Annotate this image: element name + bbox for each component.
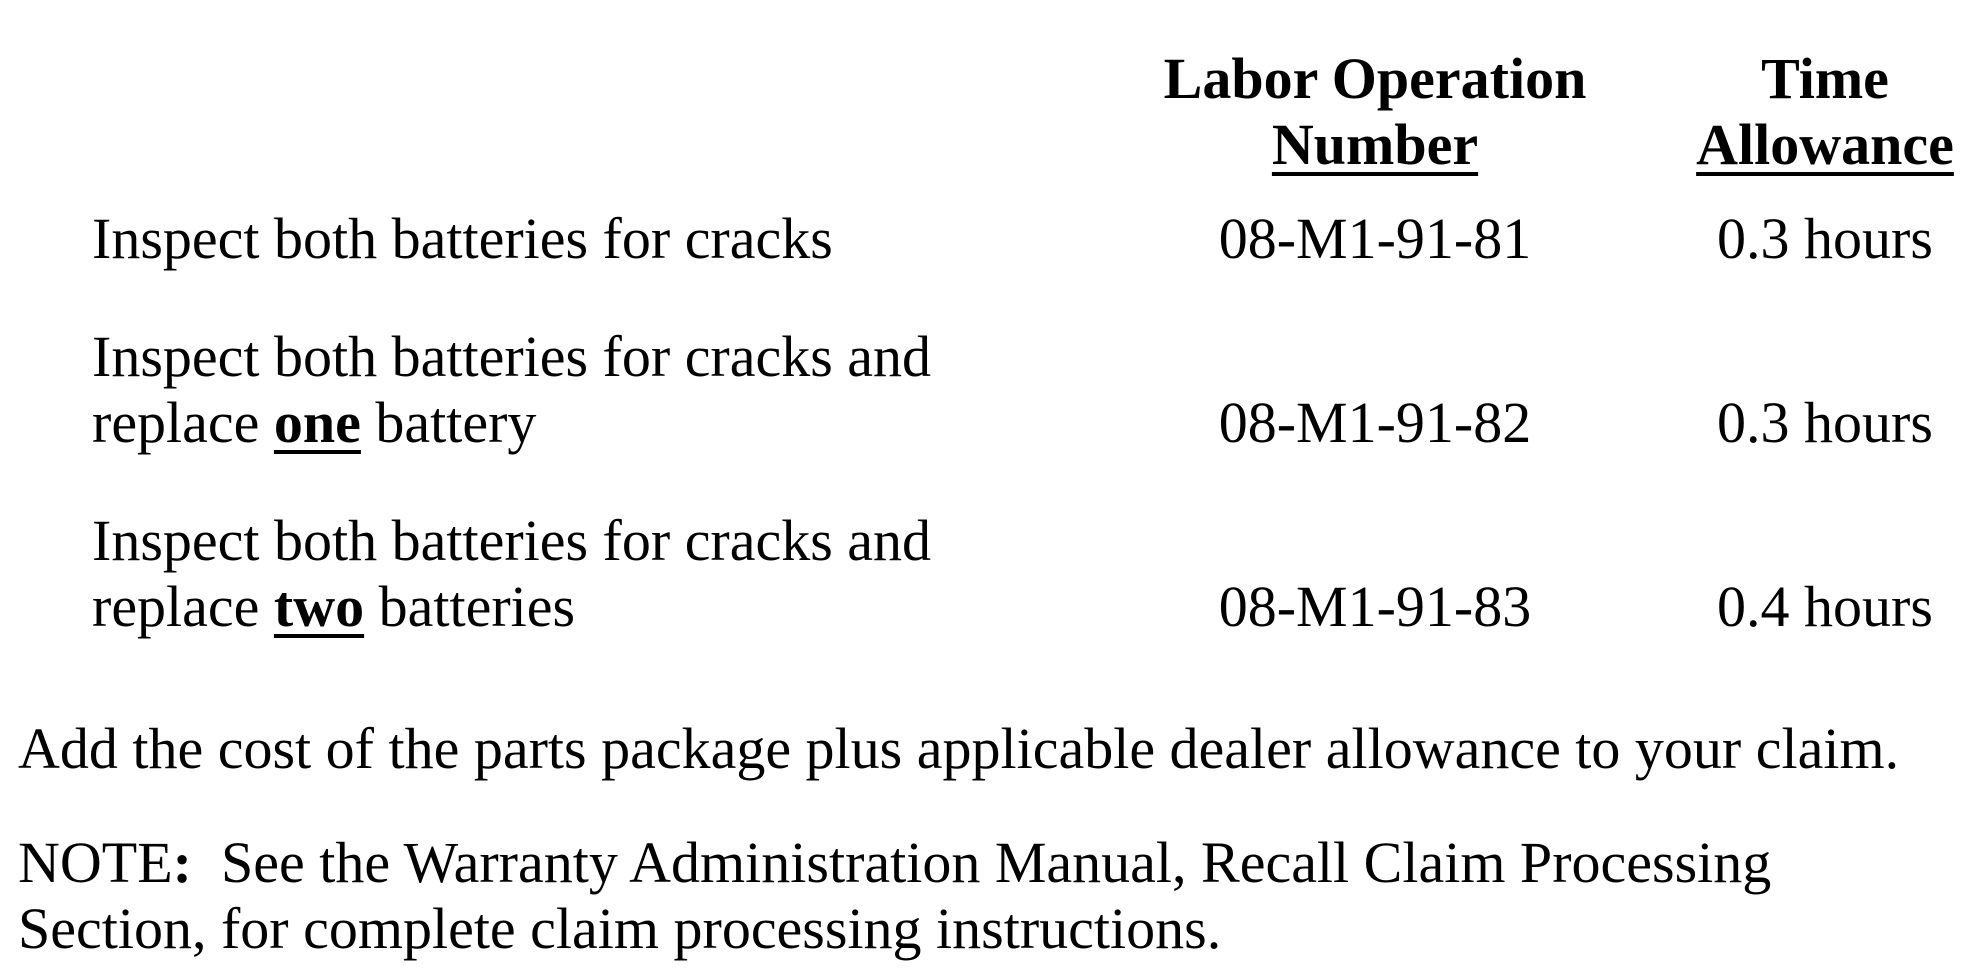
row-description	[92, 206, 1142, 272]
row-description-emphasis: one	[273, 390, 361, 455]
row-description-line1: Inspect both batteries for cracks and	[92, 508, 932, 573]
labor-operation-number: 08-M1-91-83	[1218, 574, 1532, 639]
table-row	[0, 206, 1981, 272]
parts-cost-paragraph: Add the cost of the parts package plus applicable dealer allowance to your claim.	[18, 716, 1900, 781]
row-description-pre: replace	[92, 574, 274, 639]
row-description-line2	[92, 390, 1142, 456]
time-header-line1: Time	[1761, 46, 1889, 111]
time-header-line2: Allowance	[1696, 112, 1954, 177]
time-allowance: 0.3 hours	[1717, 390, 1933, 455]
labor-header-line2: Number	[1271, 112, 1479, 177]
row-description-line2	[92, 574, 1142, 640]
note-paragraph	[18, 830, 1968, 962]
row-description-line1: Inspect both batteries for cracks	[92, 206, 833, 271]
labor-operation-number: 08-M1-91-81	[1218, 206, 1532, 271]
time-allowance: 0.4 hours	[1717, 574, 1933, 639]
note-label: NOTE	[18, 830, 173, 895]
note-line1	[18, 830, 1968, 896]
row-description-emphasis: two	[273, 574, 365, 639]
time-allowance-header	[1680, 46, 1970, 178]
row-description-post: battery	[360, 390, 537, 455]
row-description	[92, 508, 1142, 640]
note-line1-text: See the Warranty Administration Manual, Recall Claim Processing	[191, 830, 1772, 895]
note-line2: Section, for complete claim processing instructions.	[18, 896, 1222, 961]
table-row	[0, 508, 1981, 640]
labor-operation-number: 08-M1-91-82	[1218, 390, 1532, 455]
labor-header-line1: Labor Operation	[1163, 46, 1587, 111]
row-description-line1: Inspect both batteries for cracks and	[92, 324, 932, 389]
time-allowance: 0.3 hours	[1717, 206, 1933, 271]
note-colon: :	[172, 830, 192, 895]
table-row	[0, 324, 1981, 456]
row-description-pre: replace	[92, 390, 274, 455]
labor-operation-number-header	[1140, 46, 1610, 178]
row-description	[92, 324, 1142, 456]
row-description-post: batteries	[364, 574, 576, 639]
